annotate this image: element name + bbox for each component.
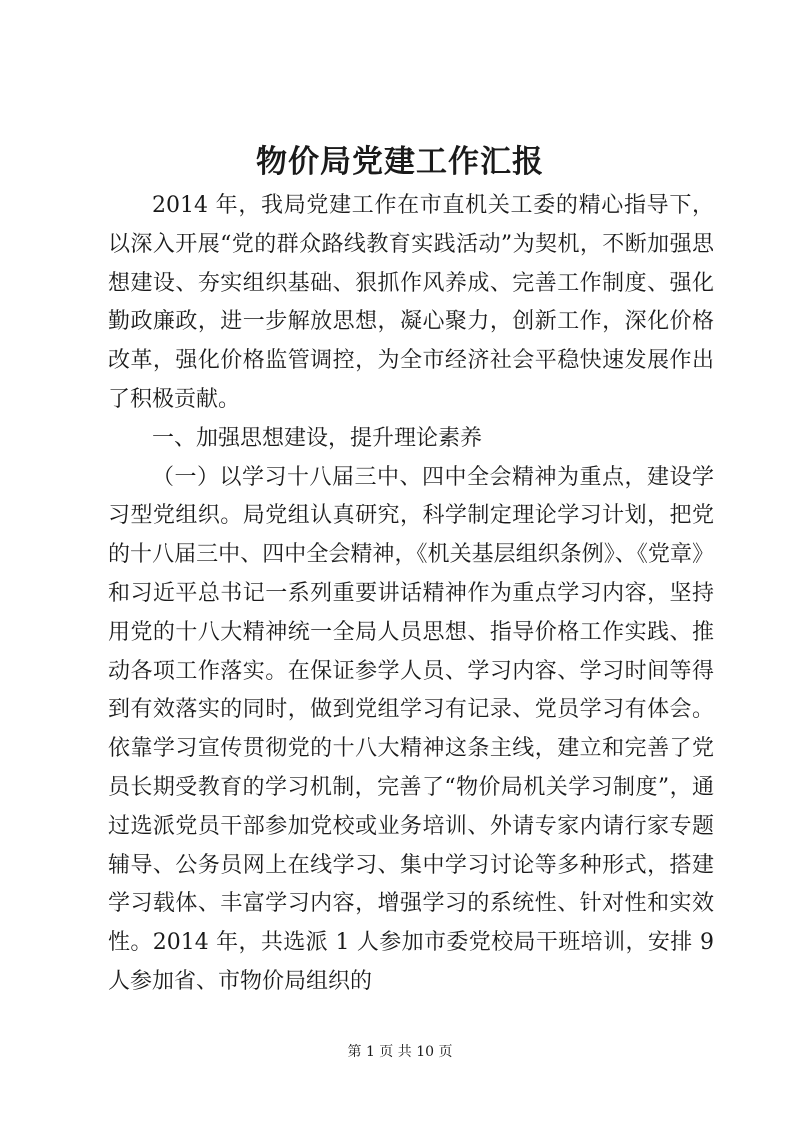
intro-paragraph: 2014 年，我局党建工作在市直机关工委的精心指导下，以深入开展“党的群众路线教育实践活动”为契机，不断加强思想建设、夯实组织基础、狠抓作风养成、完善工作制度、强化勤政廉政，进一步解放思想，凝心聚力，创新工作，深化价格改革，强化价格监管调控，为全市经济社会平稳快速发展作出了积极贡献。 bbox=[108, 193, 714, 412]
section-heading: 一、加强思想建设，提升理论素养 bbox=[152, 425, 483, 451]
page-number-footer: 第 1 页 共 10 页 bbox=[347, 1044, 453, 1060]
document-body bbox=[108, 187, 714, 1002]
subsection-paragraph: （一）以学习十八届三中、四中全会精神为重点，建设学习型党组织。局党组认真研究，科学制定理论学习计划，把党的十八届三中、四中全会精神，《机关基层组织条例》、《党章》和习近平总书记一系列重要讲话精神作为重点学习内容，坚持用党的十八大精神统一全局人员思想、指导价格工作实践、推动各项工作落实。在保证参学人员、学习内容、学习时间等得到有效落实的同时，做到党组学习有记录、党员学习有体会。依靠学习宣传贯彻党的十八大精神这条主线，建立和完善了党员长期受教育的学习机制，完善了“物价局机关学习制度”，通过选派党员干部参加党校或业务培训、外请专家内请行家专题辅导、公务员网上在线学习、集中学习讨论等多种形式，搭建学习载体、丰富学习内容，增强学习的系统性、针对性和实效性。2014 年，共选派 1 人参加市委党校局干班培训，安排 9 人参加省、市物价局组织的 bbox=[108, 464, 714, 994]
document-title: 物价局党建工作汇报 bbox=[256, 144, 544, 180]
